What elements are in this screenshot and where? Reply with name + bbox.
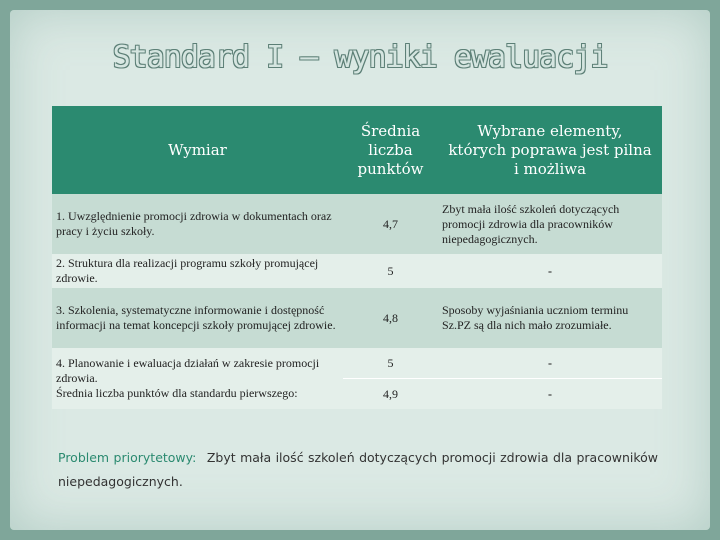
table-header-row [52,106,662,194]
row-score: 5 [387,356,394,370]
row-dimension: 3. Szkolenia, systematyczne informowanie i dostępność informacji na temat koncepcji szkoły promującej zdrowie. [52,288,343,348]
header-avg-points: Średnia liczba punktów [343,106,438,194]
row-selected: - [548,356,552,370]
row-score: 5 [343,254,438,288]
row-selected: Sposoby wyjaśniania uczniom terminu Sz.PZ są dla nich mało zrozumiałe. [438,288,662,348]
table-row [52,348,662,409]
priority-problem-label: Problem priorytetowy: [58,450,197,465]
table-row [52,254,662,288]
row-score: 4,8 [343,288,438,348]
average-label: Średnia liczba punktów dla standardu pierwszego: [56,386,298,400]
score-cell-pair [343,348,438,409]
priority-problem [58,446,658,494]
average-score: 4,9 [343,378,438,409]
table-row [52,194,662,254]
row-dimension: 2. Struktura dla realizacji programu szkoły promującej zdrowie. [52,254,343,288]
header-selected-elements: Wybrane elementy, których poprawa jest pilna i możliwa [438,106,662,194]
slide-title: Standard I – wyniki ewaluacji [112,40,608,75]
row-score: 4,7 [343,194,438,254]
evaluation-table [52,106,662,409]
header-dimension: Wymiar [52,106,343,194]
selected-cell-pair [438,348,662,409]
table-row [52,288,662,348]
row-selected: - [438,254,662,288]
row-dimension: 1. Uwzględnienie promocji zdrowia w dokumentach oraz pracy i życiu szkoły. [52,194,343,254]
average-selected: - [438,378,662,409]
row-dimension-with-average [52,348,343,409]
row-selected: Zbyt mała ilość szkoleń dotyczących promocji zdrowia dla pracowników niepedagogicznych. [438,194,662,254]
row-dimension: 4. Planowanie i ewaluacja działań w zakresie promocji zdrowia. [56,356,320,385]
priority-problem-text: Zbyt mała ilość szkoleń dotyczących promocji zdrowia dla pracowników niepedagogicznych. [58,450,658,489]
